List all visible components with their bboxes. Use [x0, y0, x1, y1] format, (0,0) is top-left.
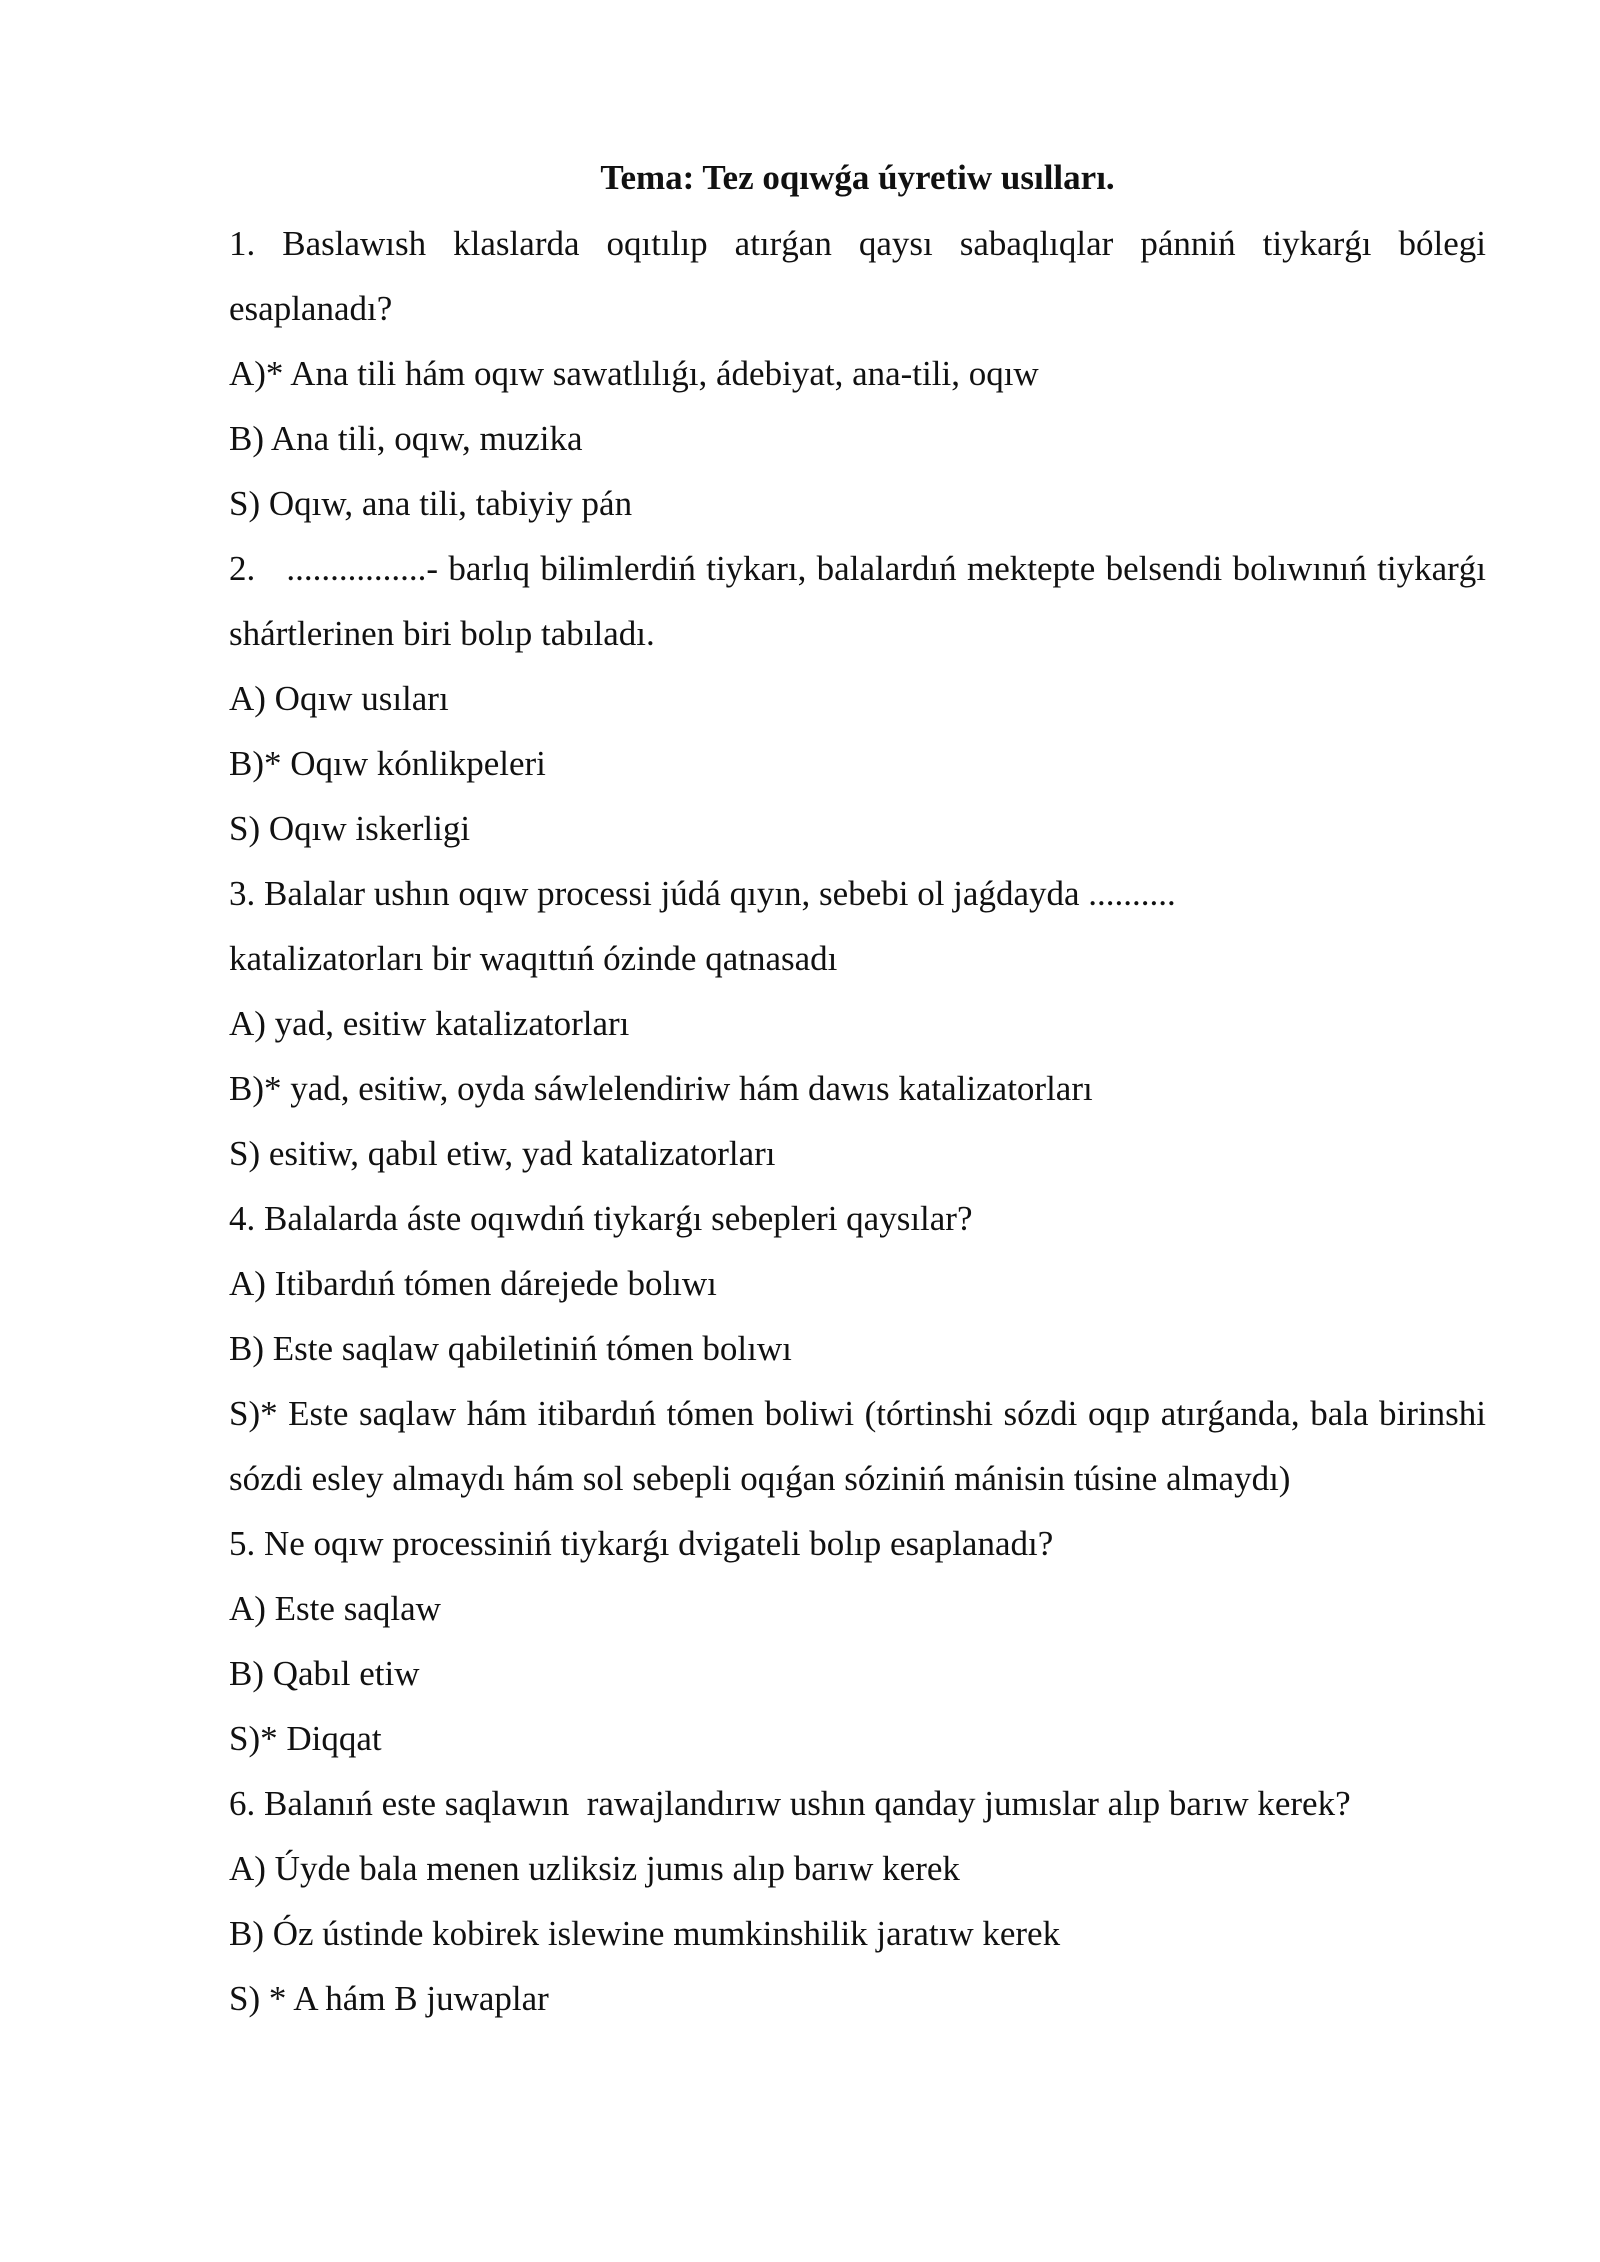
question-3-option-a: A) yad, esitiw katalizatorları	[229, 1004, 630, 1043]
question-2-option-s: S) Oqıw iskerligi	[229, 809, 471, 848]
question-4-option-a: A) Itibardıń tómen dárejede bolıwı	[229, 1264, 717, 1303]
question-5-option-s: S)* Diqqat	[229, 1719, 382, 1758]
question-2-option-a: A) Oqıw usıları	[229, 679, 449, 718]
question-1-option-s: S) Oqıw, ana tili, tabiyiy pán	[229, 484, 633, 523]
question-3-option-b: B)* yad, esitiw, oyda sáwlelendiriw hám dawıs katalizatorları	[229, 1069, 1093, 1108]
question-5-text: 5. Ne oqıw processiniń tiykarǵı dvigateli bolıp esaplanadı?	[229, 1524, 1054, 1563]
question-3-option-s: S) esitiw, qabıl etiw, yad katalizatorları	[229, 1134, 776, 1173]
question-6-text: 6. Balanıń este saqlawın rawajlandırıw ushın qanday jumıslar alıp barıw kerek?	[229, 1784, 1351, 1823]
question-6-option-a: A) Úyde bala menen uzliksiz jumıs alıp barıw kerek	[229, 1849, 960, 1888]
question-2-text: 2. ................- barlıq bilimlerdiń tiykarı, balalardıń mektepte belsendi bolıwınıń tiykarǵı shártlerinen biri bolıp tabıladı.	[229, 549, 1495, 653]
question-4-option-s: S)* Este saqlaw hám itibardıń tómen boliwi (tórtinshi sózdi oqıp atırǵanda, bala birinshi sózdi esley almaydı hám sol sebepli oqıǵan sóziniń mánisin túsine almaydı)	[229, 1394, 1486, 1498]
question-1-text: 1. Baslawısh klaslarda oqıtılıp atırǵan qaysı sabaqlıqlar pánniń tiykarǵı bólegi esaplanadı?	[229, 224, 1486, 328]
question-3-text-line-1: 3. Balalar ushın oqıw processi júdá qıyın, sebebi ol jaǵdayda ..........	[229, 874, 1176, 913]
question-1-option-b: B) Ana tili, oqıw, muzika	[229, 419, 583, 458]
question-1-option-a: A)* Ana tili hám oqıw sawatlılıǵı, ádebiyat, ana-tili, oqıw	[229, 354, 1039, 393]
question-6-option-b: B) Óz ústinde kobirek islewine mumkinshilik jaratıw kerek	[229, 1914, 1061, 1953]
question-6-option-s: S) * A hám B juwaplar	[229, 1979, 549, 2018]
question-4-text: 4. Balalarda áste oqıwdıń tiykarǵı sebepleri qaysılar?	[229, 1199, 973, 1238]
question-4-option-b: B) Este saqlaw qabiletiniń tómen bolıwı	[229, 1329, 792, 1368]
question-2-option-b: B)* Oqıw kónlikpeleri	[229, 744, 546, 783]
question-5-option-a: A) Este saqlaw	[229, 1589, 441, 1628]
document-title: Tema: Tez oqıwǵa úyretiw usılları.	[600, 158, 1115, 197]
question-3-text-line-2: katalizatorları bir waqıttıń ózinde qatnasadı	[229, 939, 838, 978]
document-page	[229, 148, 1495, 2031]
question-5-option-b: B) Qabıl etiw	[229, 1654, 420, 1693]
